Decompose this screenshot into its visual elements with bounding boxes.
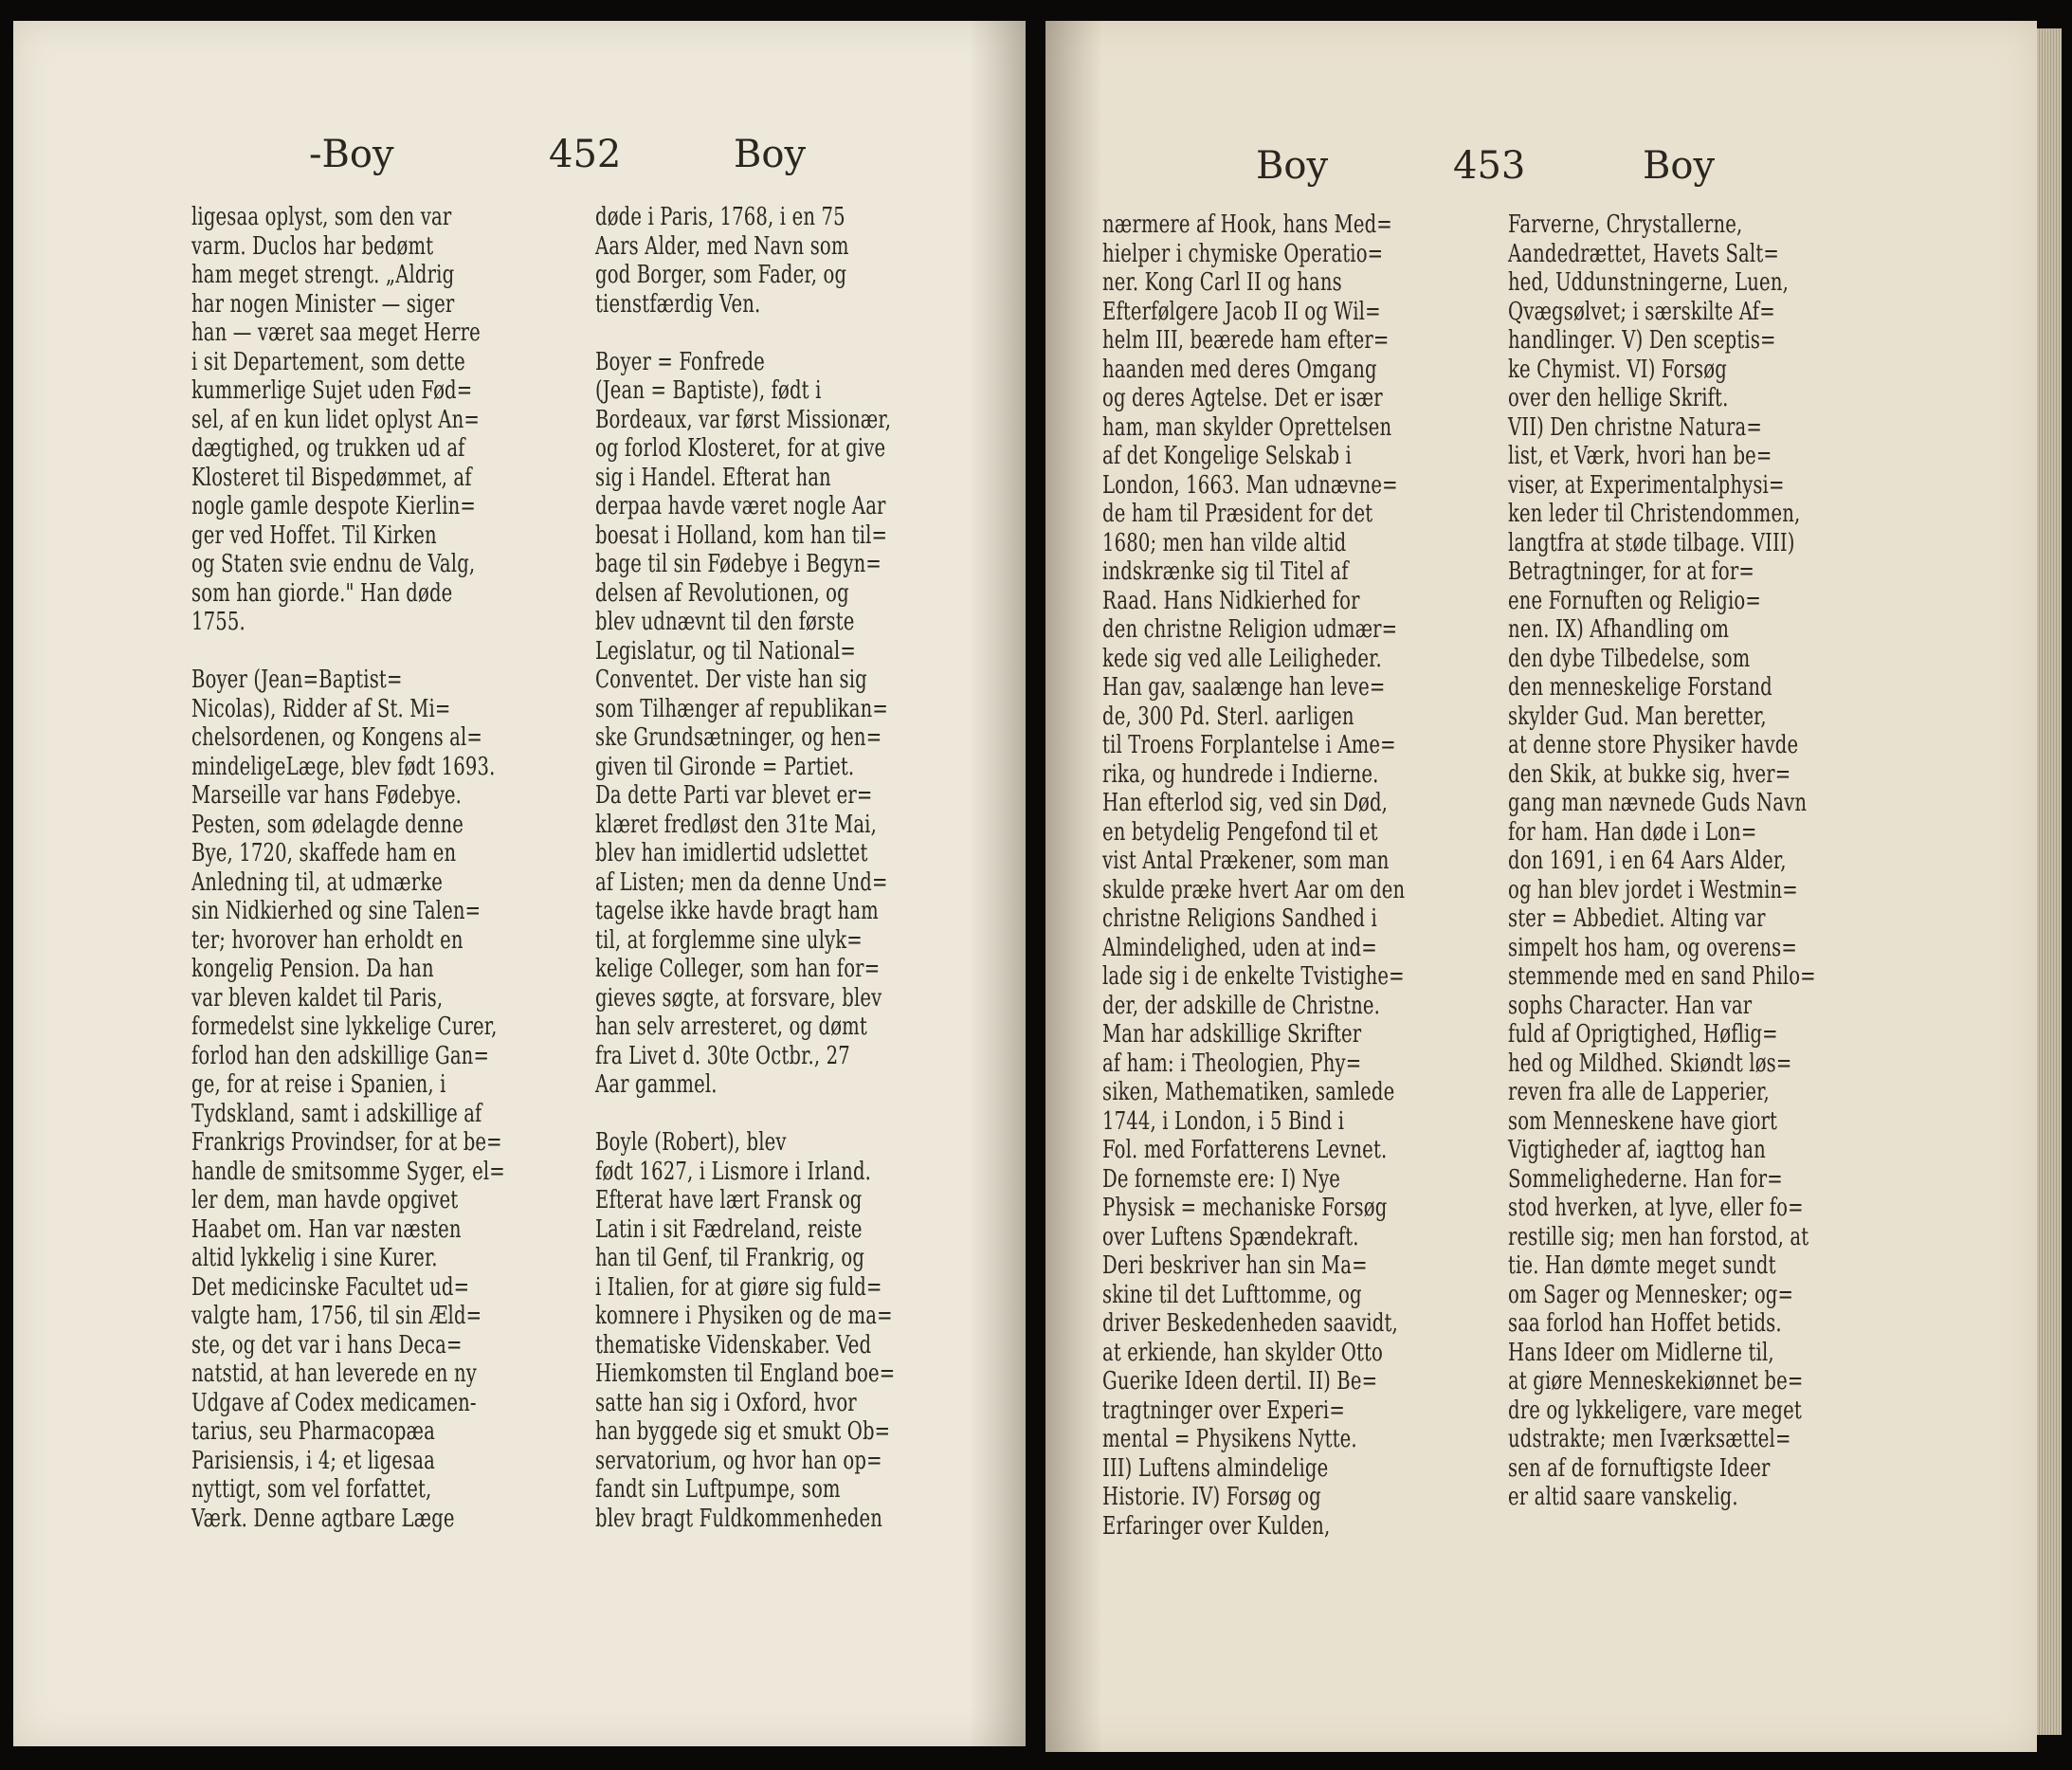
text-line: Qvægsølvet; i særskilte Af= bbox=[1508, 296, 1775, 326]
text-line: gang man nævnede Guds Navn bbox=[1508, 788, 1808, 817]
text-line: er altid saare vanskelig. bbox=[1508, 1482, 1738, 1511]
left-page-number: 452 bbox=[549, 133, 622, 176]
text-line: siken, Mathematiken, samlede bbox=[1102, 1077, 1395, 1106]
text-line: 1680; men han vilde altid bbox=[1102, 527, 1347, 557]
text-line: forlod han den adskillige Gan= bbox=[191, 1040, 490, 1070]
text-line: varm. Duclos har bedømt bbox=[191, 230, 434, 261]
text-line: om Sager og Mennesker; og= bbox=[1508, 1279, 1794, 1309]
text-line: altid lykkelig i sine Kurer. bbox=[191, 1243, 438, 1272]
text-line: Deri beskriver han sin Ma= bbox=[1102, 1250, 1368, 1280]
text-line: Aars Alder, med Navn som bbox=[595, 230, 849, 261]
text-line: ene Fornuften og Religio= bbox=[1508, 585, 1761, 615]
text-line: ligesaa oplyst, som den var bbox=[191, 202, 452, 231]
text-line: formedelst sine lykkelige Curer, bbox=[191, 1012, 498, 1041]
text-line: der, der adskille de Christne. bbox=[1102, 990, 1380, 1020]
text-line: i Italien, for at giøre sig fuld= bbox=[595, 1271, 882, 1302]
text-line: skulde præke hvert Aar om den bbox=[1102, 874, 1406, 904]
text-line: sel, af en kun lidet oplyst An= bbox=[191, 404, 480, 434]
text-line: hielper i chymiske Operatio= bbox=[1102, 238, 1384, 268]
text-line: til, at forglemme sine ulyk= bbox=[595, 924, 863, 955]
text-line: hed, Uddunstningerne, Luen, bbox=[1508, 267, 1789, 297]
text-line: som Tilhænger af republikan= bbox=[595, 693, 889, 723]
text-line: den Skik, at bukke sig, hver= bbox=[1508, 758, 1791, 789]
text-line: han selv arresteret, og dømt bbox=[595, 1012, 867, 1041]
text-line: tragtninger over Experi= bbox=[1102, 1395, 1345, 1425]
text-line: Fol. med Forfatterens Levnet. bbox=[1102, 1135, 1388, 1164]
text-line: III) Luftens almindelige bbox=[1102, 1452, 1329, 1483]
text-line: vist Antal Prækener, som man bbox=[1102, 846, 1390, 875]
text-line: ler dem, man havde opgivet bbox=[191, 1185, 459, 1214]
text-line: Hans Ideer om Midlerne til, bbox=[1508, 1337, 1774, 1367]
left-page-column-1 bbox=[191, 203, 505, 1533]
text-line: Efterat have lært Fransk og bbox=[595, 1185, 863, 1214]
text-line: ner. Kong Carl II og hans bbox=[1102, 267, 1342, 297]
text-line: haanden med deres Omgang bbox=[1102, 354, 1377, 384]
text-line: sin Nidkierhed og sine Talen= bbox=[191, 896, 482, 925]
text-line: ham meget strengt. „Aldrig bbox=[191, 260, 455, 289]
text-line: Nicolas), Ridder af St. Mi= bbox=[191, 693, 451, 723]
text-line: at giøre Menneskekiønnet be= bbox=[1508, 1366, 1804, 1396]
text-line: af ham: i Theologien, Phy= bbox=[1102, 1048, 1362, 1078]
text-line: London, 1663. Man udnævne= bbox=[1102, 469, 1398, 500]
text-line: Haabet om. Han var næsten bbox=[191, 1213, 462, 1244]
text-line: i sit Departement, som dette bbox=[191, 346, 465, 376]
text-line: døde i Paris, 1768, i en 75 bbox=[595, 202, 845, 231]
text-line: Bye, 1720, skaffede ham en bbox=[191, 838, 457, 867]
text-line: af Listen; men da denne Und= bbox=[595, 867, 888, 897]
text-line: Hiemkomsten til England boe= bbox=[595, 1359, 896, 1388]
text-line: handle de smitsomme Syger, el= bbox=[191, 1156, 505, 1186]
text-line: gieves søgte, at forsvare, blev bbox=[595, 982, 882, 1013]
text-line: Man har adskillige Skrifter bbox=[1102, 1019, 1362, 1049]
text-line: komnere i Physiken og de ma= bbox=[595, 1301, 893, 1330]
right-header-word-right: Boy bbox=[1643, 144, 1716, 188]
text-line: christne Religions Sandhed i bbox=[1102, 903, 1377, 933]
text-line: blev han imidlertid udslettet bbox=[595, 838, 868, 867]
left-page bbox=[13, 21, 1026, 1746]
text-line: Almindelighed, uden at ind= bbox=[1102, 932, 1377, 962]
text-line: servatorium, og hvor han op= bbox=[595, 1445, 882, 1475]
text-line: Marseille var hans Fødebye. bbox=[191, 780, 463, 810]
text-line: driver Beskedenheden saavidt, bbox=[1102, 1308, 1398, 1338]
text-line: stemmende med en sand Philo= bbox=[1508, 961, 1816, 991]
text-line: de ham til Præsident for det bbox=[1102, 499, 1373, 528]
text-line: Boyer (Jean=Baptist= bbox=[191, 665, 403, 694]
text-line: Betragtninger, for at for= bbox=[1508, 557, 1754, 586]
text-line: thematiske Videnskaber. Ved bbox=[595, 1329, 872, 1359]
text-line: blev udnævnt til den første bbox=[595, 607, 855, 636]
text-line: Guerike Ideen dertil. II) Be= bbox=[1102, 1366, 1378, 1396]
text-line: satte han sig i Oxford, hvor bbox=[595, 1387, 857, 1417]
left-page-gutter-shadow bbox=[969, 21, 1026, 1746]
right-page-column-2 bbox=[1508, 210, 1816, 1512]
text-line: den dybe Tilbedelse, som bbox=[1508, 643, 1751, 673]
text-line: indskrænke sig til Titel af bbox=[1102, 557, 1349, 586]
text-line: han byggede sig et smukt Ob= bbox=[595, 1416, 891, 1446]
text-line: nærmere af Hook, hans Med= bbox=[1102, 210, 1392, 239]
text-line: kelige Colleger, som han for= bbox=[595, 954, 881, 983]
text-line: Klosteret til Bispedømmet, af bbox=[191, 462, 472, 492]
left-header-word: -Boy bbox=[309, 133, 394, 176]
text-line: Boyle (Robert), blev bbox=[595, 1127, 787, 1157]
text-line: sophs Character. Han var bbox=[1508, 990, 1753, 1020]
text-line: Værk. Denne agtbare Læge bbox=[191, 1503, 455, 1533]
text-line: reven fra alle de Lapperier, bbox=[1508, 1077, 1770, 1106]
text-line: chelsordenen, og Kongens al= bbox=[191, 722, 483, 752]
text-line: han til Genf, til Frankrig, og bbox=[595, 1243, 865, 1272]
text-line: kongelig Pension. Da han bbox=[191, 954, 434, 983]
text-line: over Luftens Spændekraft. bbox=[1102, 1221, 1359, 1251]
text-line: god Borger, som Fader, og bbox=[595, 260, 847, 289]
text-line: Raad. Hans Nidkierhed for bbox=[1102, 585, 1360, 615]
text-line: Aar gammel. bbox=[595, 1069, 718, 1099]
text-line: langtfra at støde tilbage. VIII) bbox=[1508, 527, 1795, 557]
text-line: mental = Physikens Nytte. bbox=[1102, 1424, 1357, 1453]
text-line: nen. IX) Afhandling om bbox=[1508, 614, 1730, 644]
text-line: De fornemste ere: I) Nye bbox=[1102, 1163, 1341, 1194]
text-line: den christne Religion udmær= bbox=[1102, 614, 1398, 644]
text-line: Parisiensis, i 4; et ligesaa bbox=[191, 1445, 435, 1475]
text-line: bage til sin Fødebye i Begyn= bbox=[595, 549, 882, 578]
text-line: helm III, beærede ham efter= bbox=[1102, 325, 1390, 355]
text-line: (Jean = Baptiste), født i bbox=[595, 375, 822, 405]
text-line: Conventet. Der viste han sig bbox=[595, 665, 867, 694]
text-line: at denne store Physiker havde bbox=[1508, 730, 1799, 759]
text-line: en betydelig Pengefond til et bbox=[1102, 816, 1378, 847]
text-line: hed og Mildhed. Skiøndt løs= bbox=[1508, 1048, 1792, 1078]
text-line: tarius, seu Pharmacopæa bbox=[191, 1416, 435, 1446]
text-line: Han gav, saalænge han leve= bbox=[1102, 672, 1386, 702]
text-line: skine til det Lufttomme, og bbox=[1102, 1279, 1362, 1309]
text-line: VII) Den christne Natura= bbox=[1508, 411, 1762, 442]
text-line: til Troens Forplantelse i Ame= bbox=[1102, 730, 1396, 759]
text-line: Legislatur, og til National= bbox=[595, 635, 856, 666]
text-line: udstrakte; men Iværksættel= bbox=[1508, 1424, 1791, 1453]
text-line: fandt sin Luftpumpe, som bbox=[595, 1474, 841, 1504]
right-page-column-1 bbox=[1102, 210, 1405, 1541]
text-line: tienstfærdig Ven. bbox=[595, 288, 761, 319]
text-line: stod hverken, at lyve, eller fo= bbox=[1508, 1193, 1804, 1222]
text-line: given til Gironde = Partiet. bbox=[595, 751, 855, 781]
text-line: Udgave af Codex medicamen- bbox=[191, 1387, 477, 1417]
text-line: Historie. IV) Forsøg og bbox=[1102, 1482, 1321, 1511]
text-line: saa forlod han Hoffet betids. bbox=[1508, 1308, 1782, 1338]
text-line: ster = Abbediet. Alting var bbox=[1508, 903, 1766, 933]
text-line: klæret fredløst den 31te Mai, bbox=[595, 809, 877, 839]
text-line: blev bragt Fuldkommenheden bbox=[595, 1503, 883, 1533]
text-line: at erkiende, han skylder Otto bbox=[1102, 1337, 1383, 1367]
text-line: Han efterlod sig, ved sin Død, bbox=[1102, 788, 1389, 817]
text-line: over den hellige Skrift. bbox=[1508, 383, 1729, 412]
text-line: restille sig; men han forstod, at bbox=[1508, 1221, 1809, 1251]
text-line: 1744, i London, i 5 Bind i bbox=[1102, 1105, 1345, 1136]
page-edge-stack bbox=[2037, 28, 2062, 1735]
right-header-word: Boy bbox=[1256, 144, 1329, 188]
text-line: og Staten svie endnu de Valg, bbox=[191, 549, 476, 578]
left-header-word-right: Boy bbox=[734, 133, 807, 176]
text-line: Sommelighederne. Han for= bbox=[1508, 1163, 1783, 1194]
text-line: ste, og det var i hans Deca= bbox=[191, 1329, 463, 1359]
text-line: Tydskland, samt i adskillige af bbox=[191, 1098, 482, 1128]
text-line: Vigtigheder af, iagttog han bbox=[1508, 1135, 1766, 1164]
text-line: 1755. bbox=[191, 607, 245, 636]
text-line: og deres Agtelse. Det er især bbox=[1102, 383, 1383, 412]
right-page bbox=[1045, 21, 2037, 1752]
text-line: af det Kongelige Selskab i bbox=[1102, 441, 1352, 470]
text-line bbox=[595, 319, 895, 348]
text-line: Aandedrættet, Havets Salt= bbox=[1508, 238, 1779, 268]
text-line: nogle gamle despote Kierlin= bbox=[191, 491, 477, 520]
text-line: simpelt hos ham, og overens= bbox=[1508, 932, 1797, 962]
text-line: sig i Handel. Efterat han bbox=[595, 462, 831, 492]
text-line: ter; hvorover han erholdt en bbox=[191, 924, 463, 955]
text-line: handlinger. V) Den sceptis= bbox=[1508, 325, 1776, 355]
text-line: Anledning til, at udmærke bbox=[191, 867, 444, 897]
text-line: Bordeaux, var først Missionær, bbox=[595, 404, 892, 434]
text-line: ke Chymist. VI) Forsøg bbox=[1508, 354, 1727, 384]
text-line: boesat i Holland, kom han til= bbox=[595, 520, 888, 550]
text-line: født 1627, i Lismore i Irland. bbox=[595, 1156, 872, 1186]
right-page-gutter-shadow bbox=[1045, 21, 1102, 1752]
text-line: mindeligeLæge, blev født 1693. bbox=[191, 751, 496, 781]
text-line: ken leder til Christendommen, bbox=[1508, 499, 1801, 528]
text-line: og forlod Klosteret, for at give bbox=[595, 433, 886, 463]
text-line: for ham. Han døde i Lon= bbox=[1508, 816, 1757, 847]
text-line: fuld af Oprigtighed, Høflig= bbox=[1508, 1019, 1778, 1049]
text-line: ger ved Hoffet. Til Kirken bbox=[191, 520, 437, 550]
text-line: derpaa havde været nogle Aar bbox=[595, 491, 886, 520]
text-line: var bleven kaldet til Paris, bbox=[191, 982, 444, 1013]
text-line: og han blev jordet i Westmin= bbox=[1508, 874, 1798, 904]
text-line: som Menneskene have giort bbox=[1508, 1105, 1778, 1136]
text-line: ham, man skylder Oprettelsen bbox=[1102, 411, 1392, 442]
text-line: list, et Værk, hvori han be= bbox=[1508, 441, 1772, 470]
text-line bbox=[595, 1100, 895, 1129]
text-line: Det medicinske Facultet ud= bbox=[191, 1271, 470, 1302]
text-line: delsen af Revolutionen, og bbox=[595, 577, 849, 608]
text-line: ske Grundsætninger, og hen= bbox=[595, 722, 882, 752]
text-line: natstid, at han leverede en ny bbox=[191, 1359, 477, 1388]
text-line: valgte ham, 1756, til sin Æld= bbox=[191, 1301, 482, 1330]
text-line: Pesten, som ødelagde denne bbox=[191, 809, 464, 839]
text-line: ge, for at reise i Spanien, i bbox=[191, 1069, 446, 1099]
text-line: fra Livet d. 30te Octbr., 27 bbox=[595, 1040, 850, 1070]
text-line: Da dette Parti var blevet er= bbox=[595, 780, 873, 810]
text-line: som han giorde." Han døde bbox=[191, 577, 453, 608]
text-line: Boyer = Fonfrede bbox=[595, 346, 765, 376]
text-line: den menneskelige Forstand bbox=[1508, 672, 1772, 702]
text-line: Farverne, Chrystallerne, bbox=[1508, 210, 1743, 239]
text-line bbox=[191, 637, 505, 666]
text-line: dre og lykkeligere, vare meget bbox=[1508, 1395, 1802, 1425]
text-line: kummerlige Sujet uden Fød= bbox=[191, 375, 473, 405]
text-line: har nogen Minister — siger bbox=[191, 288, 455, 319]
text-line: sen af de fornuftigste Ideer bbox=[1508, 1452, 1771, 1483]
text-line: nyttigt, som vel forfattet, bbox=[191, 1474, 432, 1504]
text-line: dægtighed, og trukken ud af bbox=[191, 433, 465, 463]
right-page-number: 453 bbox=[1453, 144, 1526, 188]
text-line: skylder Gud. Man beretter, bbox=[1508, 701, 1767, 731]
text-line: han — været saa meget Herre bbox=[191, 318, 481, 347]
text-line: Latin i sit Fædreland, reiste bbox=[595, 1213, 863, 1244]
text-line: don 1691, i en 64 Aars Alder, bbox=[1508, 846, 1787, 875]
text-line: tie. Han dømte meget sundt bbox=[1508, 1250, 1776, 1280]
text-line: rika, og hundrede i Indierne. bbox=[1102, 758, 1379, 789]
text-line: Efterfølgere Jacob II og Wil= bbox=[1102, 296, 1381, 326]
text-line: Erfaringer over Kulden, bbox=[1102, 1510, 1331, 1541]
text-line: Physisk = mechaniske Forsøg bbox=[1102, 1193, 1388, 1222]
text-line: viser, at Experimentalphysi= bbox=[1508, 469, 1785, 500]
text-line: de, 300 Pd. Sterl. aarligen bbox=[1102, 701, 1354, 731]
text-line: tagelse ikke havde bragt ham bbox=[595, 896, 879, 925]
text-line: lade sig i de enkelte Tvistighe= bbox=[1102, 961, 1405, 991]
left-page-column-2 bbox=[595, 203, 895, 1533]
text-line: Frankrigs Provindser, for at be= bbox=[191, 1127, 502, 1157]
text-line: kede sig ved alle Leiligheder. bbox=[1102, 643, 1382, 673]
